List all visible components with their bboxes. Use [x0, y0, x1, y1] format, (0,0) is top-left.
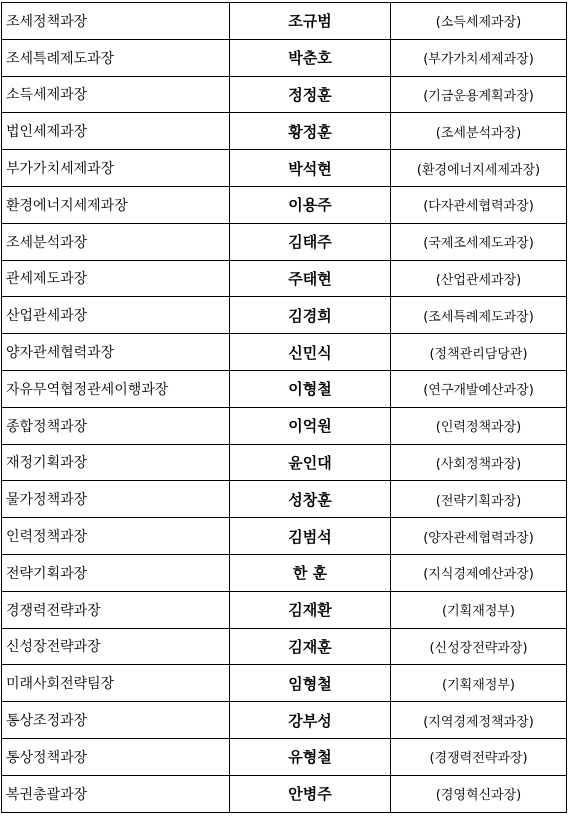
- previous-post-cell: (부가가치세제과장): [391, 39, 567, 76]
- previous-post-cell: (조세분석과장): [391, 113, 567, 150]
- name-cell: 김재훈: [230, 628, 391, 665]
- previous-post-cell: (연구개발예산과장): [391, 370, 567, 407]
- table-row: [2, 628, 567, 665]
- table-row: [2, 39, 567, 76]
- previous-post-cell: (전략기획과장): [391, 481, 567, 518]
- department-cell: 관세제도과장: [2, 260, 230, 297]
- name-cell: 이용주: [230, 186, 391, 223]
- name-cell: 이형철: [230, 370, 391, 407]
- previous-post-cell: (지역경제정책과장): [391, 702, 567, 739]
- table-row: [2, 518, 567, 555]
- name-cell: 박춘호: [230, 39, 391, 76]
- table-row: [2, 775, 567, 812]
- table-row: [2, 481, 567, 518]
- department-cell: 복권총괄과장: [2, 775, 230, 812]
- department-cell: 신성장전략과장: [2, 628, 230, 665]
- table-row: [2, 223, 567, 260]
- department-cell: 종합정책과장: [2, 407, 230, 444]
- table-row: [2, 444, 567, 481]
- table-row: [2, 554, 567, 591]
- department-cell: 산업관세과장: [2, 297, 230, 334]
- name-cell: 주태현: [230, 260, 391, 297]
- department-cell: 조세분석과장: [2, 223, 230, 260]
- table-row: [2, 738, 567, 775]
- department-cell: 경쟁력전략과장: [2, 591, 230, 628]
- table-row: [2, 665, 567, 702]
- department-cell: 미래사회전략팀장: [2, 665, 230, 702]
- previous-post-cell: (지식경제예산과장): [391, 554, 567, 591]
- table-row: [2, 334, 567, 371]
- previous-post-cell: (산업관세과장): [391, 260, 567, 297]
- previous-post-cell: (환경에너지세제과장): [391, 150, 567, 187]
- name-cell: 정정훈: [230, 76, 391, 113]
- previous-post-cell: (경영혁신과장): [391, 775, 567, 812]
- name-cell: 신민식: [230, 334, 391, 371]
- table-row: [2, 150, 567, 187]
- table-row: [2, 702, 567, 739]
- name-cell: 한 훈: [230, 554, 391, 591]
- name-cell: 조규범: [230, 3, 391, 40]
- table-row: [2, 591, 567, 628]
- previous-post-cell: (사회정책과장): [391, 444, 567, 481]
- previous-post-cell: (양자관세협력과장): [391, 518, 567, 555]
- name-cell: 임형철: [230, 665, 391, 702]
- department-cell: 부가가치세제과장: [2, 150, 230, 187]
- personnel-table-body: [2, 3, 567, 813]
- name-cell: 김범석: [230, 518, 391, 555]
- previous-post-cell: (국제조세제도과장): [391, 223, 567, 260]
- department-cell: 소득세제과장: [2, 76, 230, 113]
- previous-post-cell: (소득세제과장): [391, 3, 567, 40]
- previous-post-cell: (인력정책과장): [391, 407, 567, 444]
- previous-post-cell: (경쟁력전략과장): [391, 738, 567, 775]
- table-row: [2, 407, 567, 444]
- name-cell: 김재환: [230, 591, 391, 628]
- name-cell: 이억원: [230, 407, 391, 444]
- previous-post-cell: (다자관세협력과장): [391, 186, 567, 223]
- department-cell: 환경에너지세제과장: [2, 186, 230, 223]
- department-cell: 통상조정과장: [2, 702, 230, 739]
- name-cell: 유형철: [230, 738, 391, 775]
- table-row: [2, 3, 567, 40]
- table-row: [2, 76, 567, 113]
- department-cell: 조세정책과장: [2, 3, 230, 40]
- previous-post-cell: (신성장전략과장): [391, 628, 567, 665]
- name-cell: 황정훈: [230, 113, 391, 150]
- name-cell: 성창훈: [230, 481, 391, 518]
- name-cell: 김경희: [230, 297, 391, 334]
- previous-post-cell: (정책관리담당관): [391, 334, 567, 371]
- department-cell: 조세특례제도과장: [2, 39, 230, 76]
- previous-post-cell: (기획재정부): [391, 665, 567, 702]
- department-cell: 재정기획과장: [2, 444, 230, 481]
- table-row: [2, 260, 567, 297]
- name-cell: 강부성: [230, 702, 391, 739]
- table-row: [2, 113, 567, 150]
- previous-post-cell: (기획재정부): [391, 591, 567, 628]
- department-cell: 통상정책과장: [2, 738, 230, 775]
- department-cell: 인력정책과장: [2, 518, 230, 555]
- personnel-table: [1, 2, 567, 813]
- table-row: [2, 370, 567, 407]
- department-cell: 양자관세협력과장: [2, 334, 230, 371]
- department-cell: 전략기획과장: [2, 554, 230, 591]
- table-row: [2, 297, 567, 334]
- name-cell: 안병주: [230, 775, 391, 812]
- previous-post-cell: (기금운용계획과장): [391, 76, 567, 113]
- department-cell: 물가정책과장: [2, 481, 230, 518]
- name-cell: 박석현: [230, 150, 391, 187]
- department-cell: 자유무역협정관세이행과장: [2, 370, 230, 407]
- name-cell: 윤인대: [230, 444, 391, 481]
- name-cell: 김태주: [230, 223, 391, 260]
- previous-post-cell: (조세특례제도과장): [391, 297, 567, 334]
- department-cell: 법인세제과장: [2, 113, 230, 150]
- table-row: [2, 186, 567, 223]
